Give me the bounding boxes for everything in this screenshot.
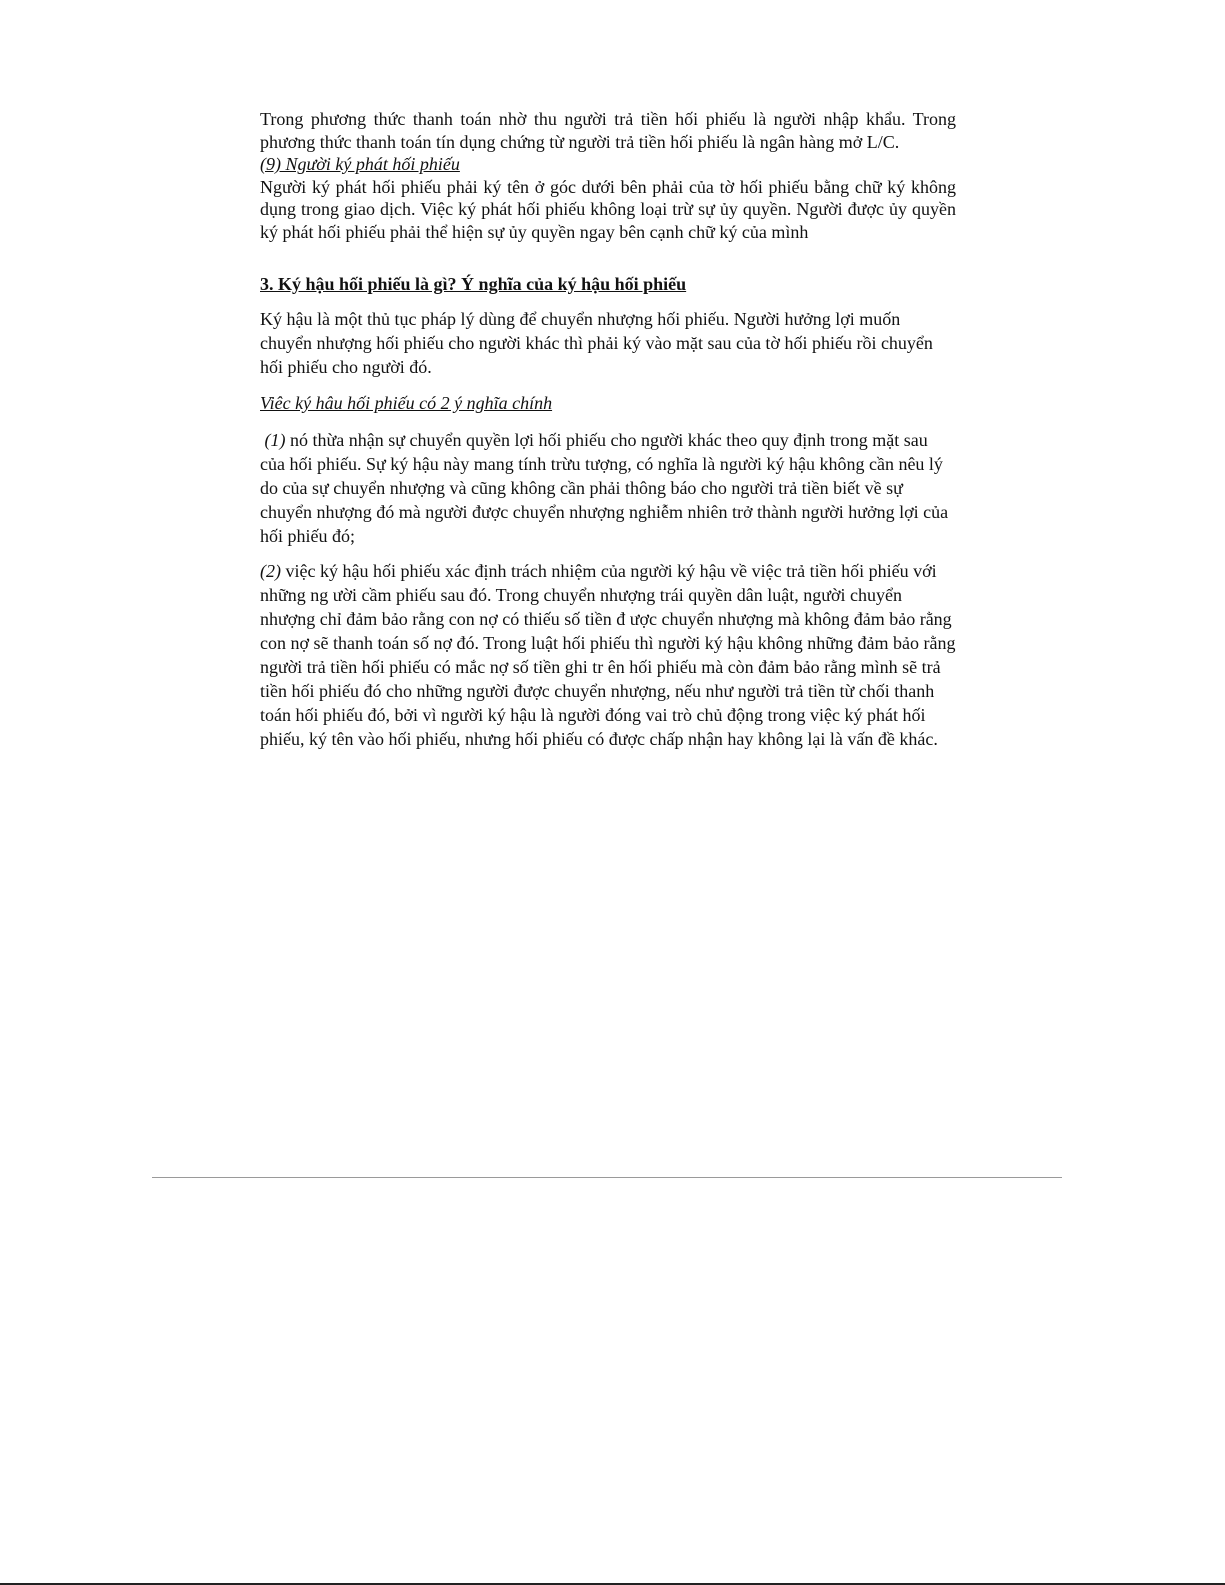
meaning-2-number: (2) [260, 561, 281, 581]
paragraph-payer: Trong phương thức thanh toán nhờ thu người trả tiền hối phiếu là người nhập khẩu. Trong phương thức thanh toán tín dụng chứng từ người trả tiền hối phiếu là ngân hàng mở L/C. [260, 109, 956, 152]
document-body [260, 108, 956, 751]
section-3-title: 3. Ký hậu hối phiếu là gì? Ý nghĩa của ký hậu hối phiếu [260, 274, 687, 294]
meaning-2 [260, 559, 956, 751]
meaning-heading: Viêc ký hâu hối phiếu có 2 ý nghĩa chính [260, 393, 553, 413]
meaning-1 [260, 428, 956, 548]
meaning-2-text: việc ký hậu hối phiếu xác định trách nhiệm của người ký hậu về việc trả tiền hối phiếu với những ng ười cầm phiếu sau đó. Trong chuyển nhượng trái quyền dân luật, người chuyển nhượng chỉ đảm bảo rằng con nợ có thiếu số tiền đ ược chuyển nhượng mà không đảm bảo rằng con nợ sẽ thanh toán số nợ đó. Trong luật hối phiếu thì người ký hậu không những đảm bảo rằng người trả tiền hối phiếu có mắc nợ số tiền ghi tr ên hối phiếu mà còn đảm bảo rằng mình sẽ trả tiền hối phiếu đó cho những người được chuyển nhượng, nếu như người trả tiền từ chối thanh toán hối phiếu đó, bởi vì người ký hậu là người đóng vai trò chủ động trong việc ký phát hối phiếu, ký tên vào hối phiếu, nhưng hối phiếu có được chấp nhận hay không lại là vấn đề khác. [260, 561, 956, 749]
item-9-text: Người ký phát hối phiếu phải ký tên ở góc dưới bên phải của tờ hối phiếu bằng chữ ký không dụng trong giao dịch. Việc ký phát hối phiếu không loại trừ sự ủy quyền. Người được ủy quyền ký phát hối phiếu phải thể hiện sự ủy quyền ngay bên cạnh chữ ký của mình [260, 176, 956, 242]
item-9-label: (9) Người ký phát hối phiếu [260, 154, 460, 174]
page-separator-line [152, 1177, 1062, 1178]
section-3-intro: Ký hậu là một thủ tục pháp lý dùng để chuyển nhượng hối phiếu. Người hưởng lợi muốn chuyển nhượng hối phiếu cho người khác thì phải ký vào mặt sau của tờ hối phiếu rồi chuyển hối phiếu cho người đó. [260, 309, 933, 377]
meaning-1-number: (1) [264, 430, 286, 450]
meaning-1-text: nó thừa nhận sự chuyển quyền lợi hối phiếu cho người khác theo quy định trong mặt sau của hối phiếu. Sự ký hậu này mang tính trừu tượng, có nghĩa là người ký hậu không cần nêu lý do của sự chuyển nhượng và cũng không cần phải thông báo cho người trả tiền biết về sự chuyển nhượng đó mà người được chuyển nhượng nghiễm nhiên trở thành người hưởng lợi của hối phiếu đó; [260, 430, 949, 546]
item-9-heading [260, 153, 956, 176]
